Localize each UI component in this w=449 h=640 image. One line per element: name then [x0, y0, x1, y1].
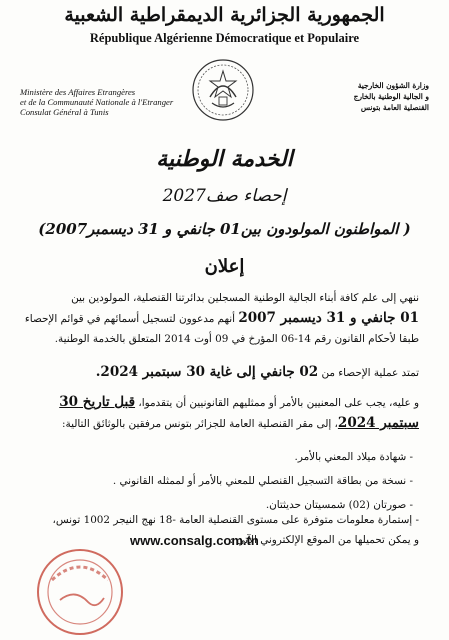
intro-line — [24, 308, 419, 329]
republic-title-french: République Algérienne Démocratique et Populaire — [89, 31, 360, 45]
form-download-line: و يمكن تحميلها من الموقع الإلكتروني الآتي : — [229, 534, 419, 546]
document-item: - نسخة من بطاقة التسجيل القنصلي للمعني بالأمر أو لممثله القانوني . — [43, 469, 413, 493]
deadline-rest: ، إلى مقر القنصلية العامة للجزائر بتونس مرفقين بالوثائق التالية: — [62, 418, 338, 430]
consulate-line: Consulat Général à Tunis — [20, 107, 109, 118]
deadline-line — [29, 392, 419, 413]
consulate-line: القنصلية العامة بتونس — [360, 103, 429, 112]
consulate-website-link[interactable]: www.consalg.com.tn — [130, 533, 259, 548]
legal-reference-line: طبقا لأحكام القانون رقم 14-06 المؤرخ في 09 أوت 2014 المتعلق بالخدمة الوطنية. — [54, 333, 419, 345]
paragraph-deadline — [29, 392, 419, 434]
ministry-line: و الجالية الوطنية بالخارج — [353, 92, 429, 101]
national-service-title: الخدمة الوطنية — [156, 146, 293, 172]
document-item: - صورتان (02) شمسيتان حديثتان. — [43, 493, 413, 517]
deadline-line — [29, 413, 419, 434]
deadline-date-part1: قبل تاريخ 30 — [59, 394, 136, 410]
paragraph-period — [29, 362, 419, 383]
ministry-line: وزارة الشؤون الخارجية — [357, 81, 429, 90]
announcement-heading: إعلان — [204, 256, 245, 277]
census-period-text: 02 جانفي إلى غاية 30 سبتمبر 2024. — [95, 364, 319, 380]
ministry-header-french — [20, 87, 180, 118]
intro-line-rest: أنهم مدعوون لتسجيل أسمائهم في قوائم الإحصاء — [24, 313, 239, 325]
algeria-emblem-icon — [190, 57, 256, 123]
republic-title-arabic: الجمهورية الجزائرية الديمقراطية الشعبية — [64, 4, 385, 26]
required-documents-list — [43, 445, 413, 517]
birth-range-text: 01 جانفي و 31 ديسمبر 2007 — [238, 310, 419, 326]
census-class-title: إحصاء صف2027 — [162, 186, 287, 206]
ministry-line: et de la Communauté Nationale à l'Etranger — [20, 97, 174, 108]
period-lead: تمتد عملية الإحصاء من — [318, 367, 419, 379]
ministry-header-arabic — [297, 80, 429, 113]
consulate-stamp-icon — [30, 540, 130, 640]
intro-line: ننهي إلى علم كافة أبناء الجالية الوطنية المسجلين بدائرتنا القنصلية، المولودين بين — [71, 292, 419, 304]
deadline-lead: و عليه، يجب على المعنيين بالأمر أو ممثليهم القانونيين أن يتقدموا، — [135, 397, 419, 409]
form-info-line: - إستمارة معلومات متوفرة على مستوى القنصلية العامة -18 نهج النيجر 1002 تونس، — [52, 514, 419, 526]
document-item: - شهادة ميلاد المعني بالأمر. — [43, 445, 413, 469]
birth-range-subtitle: ( المواطنون المولودون بين01 جانفي و 31 ديسمبر2007) — [38, 220, 411, 238]
deadline-date-part2: سبتمبر 2024 — [337, 415, 419, 431]
ministry-line: Ministère des Affaires Etrangères — [20, 87, 136, 97]
paragraph-intro — [24, 288, 419, 349]
